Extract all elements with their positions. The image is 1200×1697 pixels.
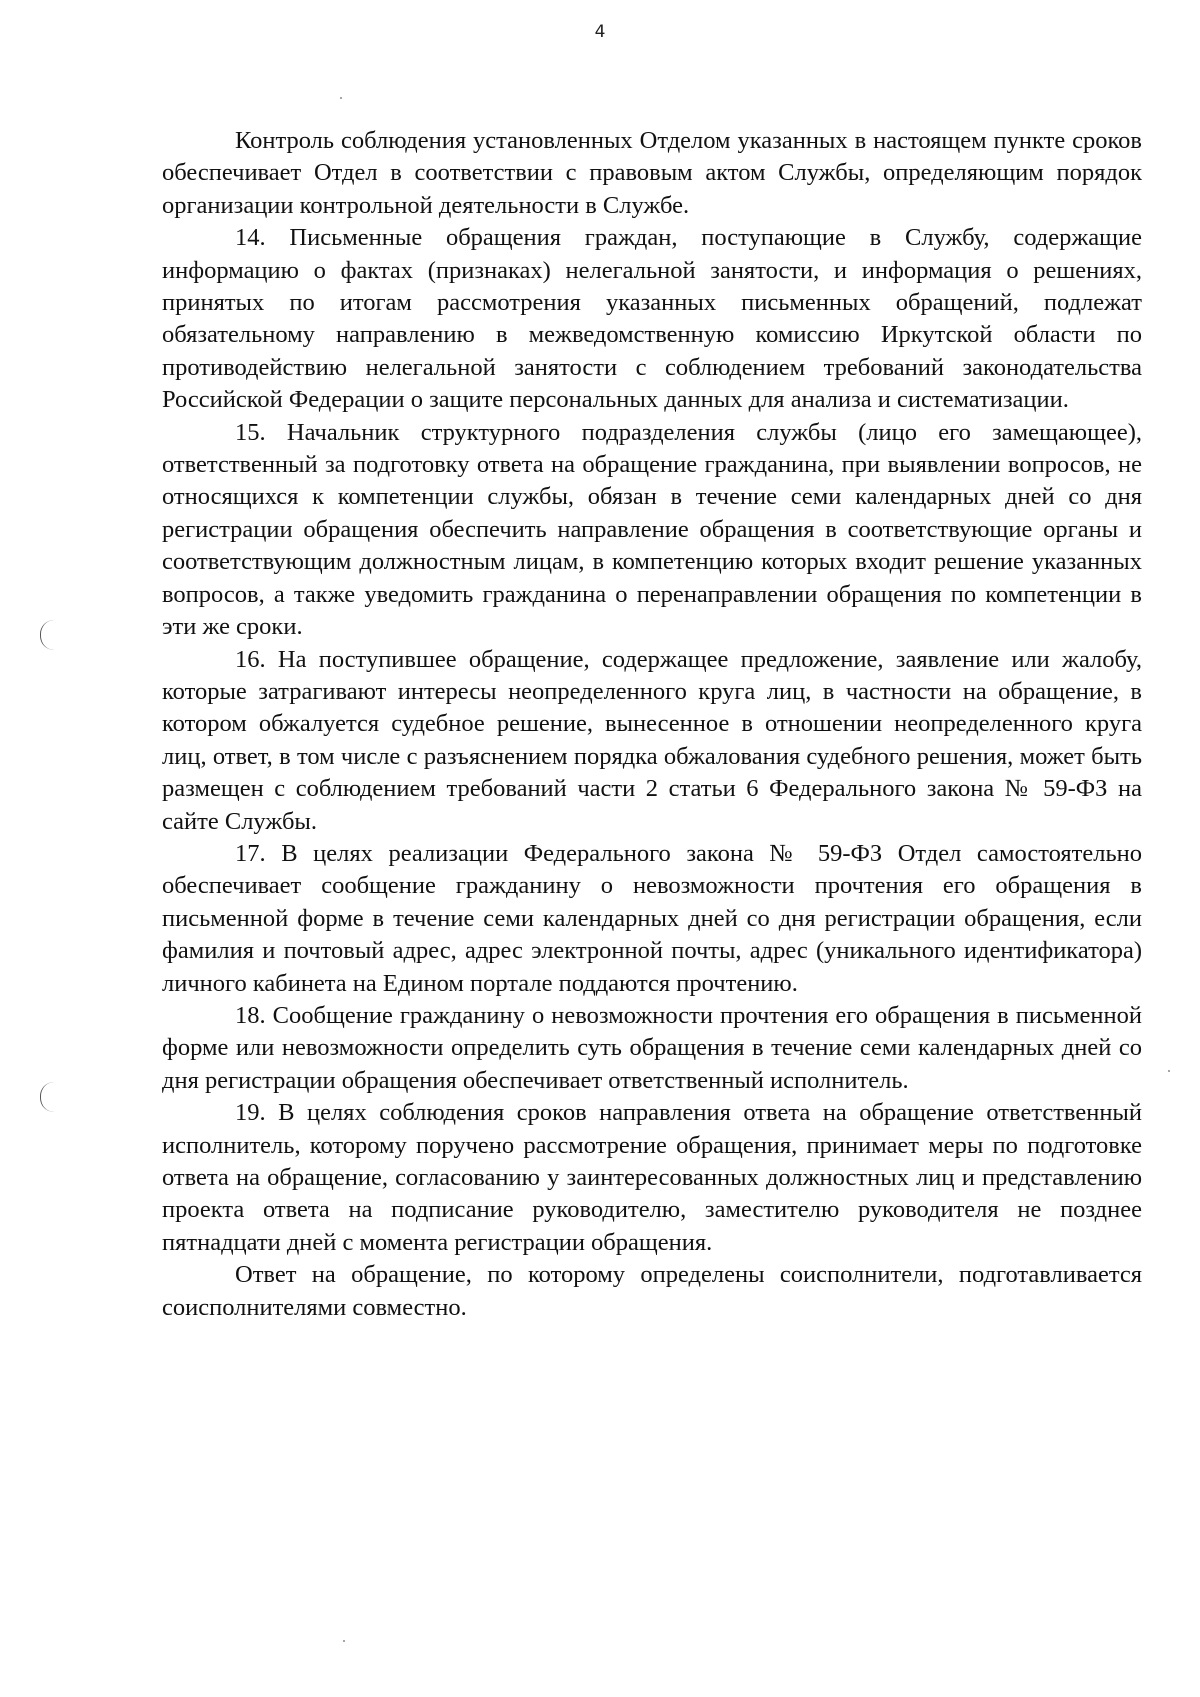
paragraph-15: 15. Начальник структурного подразделения службы (лицо его замещающее), ответственный за подготовку ответа на обращение гражданина, при выявлении вопросов, не относящихся к компетенции службы, обязан в течение семи календарных дней со дня регистрации обращения обеспечить направление обращения в соответствующие органы и соответствующим должностным лицам, в компетенцию которых входит решение указанных вопросов, а также уведомить гражданина о перенаправлении обращения по компетенции в эти же сроки. (162, 418, 1142, 641)
paragraph-17: 17. В целях реализации Федерального закона № 59-ФЗ Отдел самостоятельно обеспечивает сообщение гражданину о невозможности прочтения его обращения в письменной форме в течение семи календарных дней со дня регистрации обращения, если фамилия и почтовый адрес, адрес электронной почты, адрес (уникального идентификатора) личного кабинета на Едином портале поддаются прочтению. (162, 839, 1142, 997)
punch-hole-mark (40, 620, 67, 650)
paragraph-19: 19. В целях соблюдения сроков направления ответа на обращение ответственный исполнитель, которому поручено рассмотрение обращения, принимает меры по подготовке ответа на обращение, согласованию у заинтересованных должностных лиц и представлению проекта ответа на подписание руководителю, заместителю руководителя не позднее пятнадцати дней с момента регистрации обращения. (162, 1099, 1142, 1256)
paragraph-coexecutors: Ответ на обращение, по которому определены соисполнители, подготавливается соисполнителями совместно. (162, 1261, 1142, 1321)
punch-hole-mark (40, 1082, 67, 1112)
page-number: 4 (594, 22, 606, 42)
paragraph-16: 16. На поступившее обращение, содержащее предложение, заявление или жалобу, которые затрагивают интересы неопределенного круга лиц, в частности на обращение, в котором обжалуется судебное решение, вынесенное в отношении неопределенного круга лиц, ответ, в том числе с разъяснением порядка обжалования судебного решения, может быть размещен с соблюдением требований части 2 статьи 6 Федерального закона № 59-ФЗ на сайте Службы. (162, 645, 1142, 835)
scan-speck (340, 97, 342, 99)
scan-speck (1168, 1070, 1170, 1072)
scan-speck (343, 1640, 345, 1642)
paragraph-18: 18. Сообщение гражданину о невозможности прочтения его обращения в письменной форме или невозможности определить суть обращения в течение семи календарных дней со дня регистрации обращения обеспечивает ответственный исполнитель. (162, 1001, 1142, 1094)
paragraph-14: 14. Письменные обращения граждан, поступающие в Службу, содержащие информацию о фактах (признаках) нелегальной занятости, и информация о решениях, принятых по итогам рассмотрения указанных письменных обращений, подлежат обязательному направлению в межведомственную комиссию Иркутской области по противодействию нелегальной занятости с соблюдением требований законодательства Российской Федерации о защите персональных данных для анализа и систематизации. (162, 224, 1142, 414)
document-body (162, 125, 1142, 1324)
paragraph-control: Контроль соблюдения установленных Отделом указанных в настоящем пункте сроков обеспечивает Отдел в соответствии с правовым актом Службы, определяющим порядок организации контрольной деятельности в Службе. (162, 127, 1142, 219)
